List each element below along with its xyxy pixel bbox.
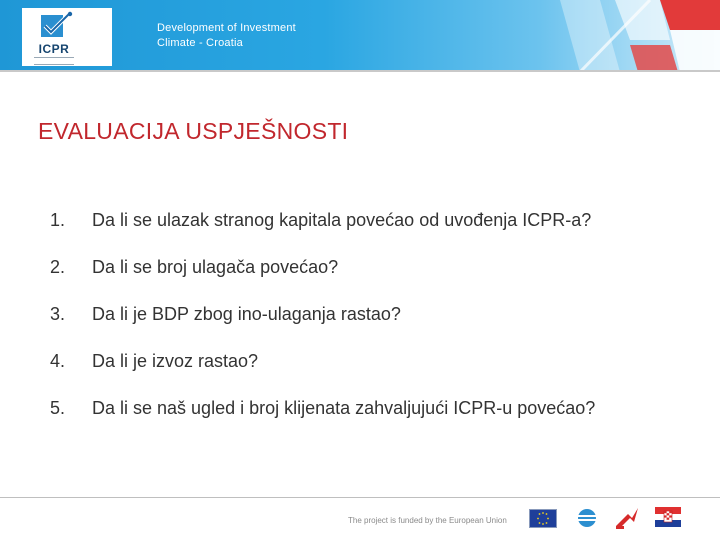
footer-funding-text: The project is funded by the European Union [348,516,507,525]
header-title-line2: Climate - Croatia [157,37,243,49]
header-title [157,21,296,51]
item-number: 5. [50,398,66,418]
item-number: 4. [50,351,66,371]
partner-logo-icon [574,507,600,529]
item-number: 2. [50,257,66,277]
logo-text: ICPR [38,42,70,56]
item-number: 1. [50,210,66,230]
logo-underline [34,57,74,65]
croatia-flag-icon [655,507,681,527]
arrow-logo-icon [614,506,640,530]
item-text: Da li se naš ugled i broj klijenata zahvaljujući ICPR-u povećao? [92,398,596,418]
eu-flag-icon [529,509,557,528]
item-text: Da li se broj ulagača povećao? [92,257,339,277]
footer-divider [0,497,720,498]
header-divider [0,70,720,72]
item-text: Da li je BDP zbog ino-ulaganja rastao? [92,304,401,324]
header-banner [0,0,720,72]
header-title-line1: Development of Investment [157,22,296,34]
slide-title: EVALUACIJA USPJEŠNOSTI [38,118,349,144]
header-decoration-icon [520,0,720,72]
icpr-logo-icon [36,11,76,41]
item-text: Da li je izvoz rastao? [92,351,259,371]
item-number: 3. [50,304,66,324]
icpr-logo [22,8,112,66]
item-text: Da li se ulazak stranog kapitala povećao od uvođenja ICPR-a? [92,210,592,230]
